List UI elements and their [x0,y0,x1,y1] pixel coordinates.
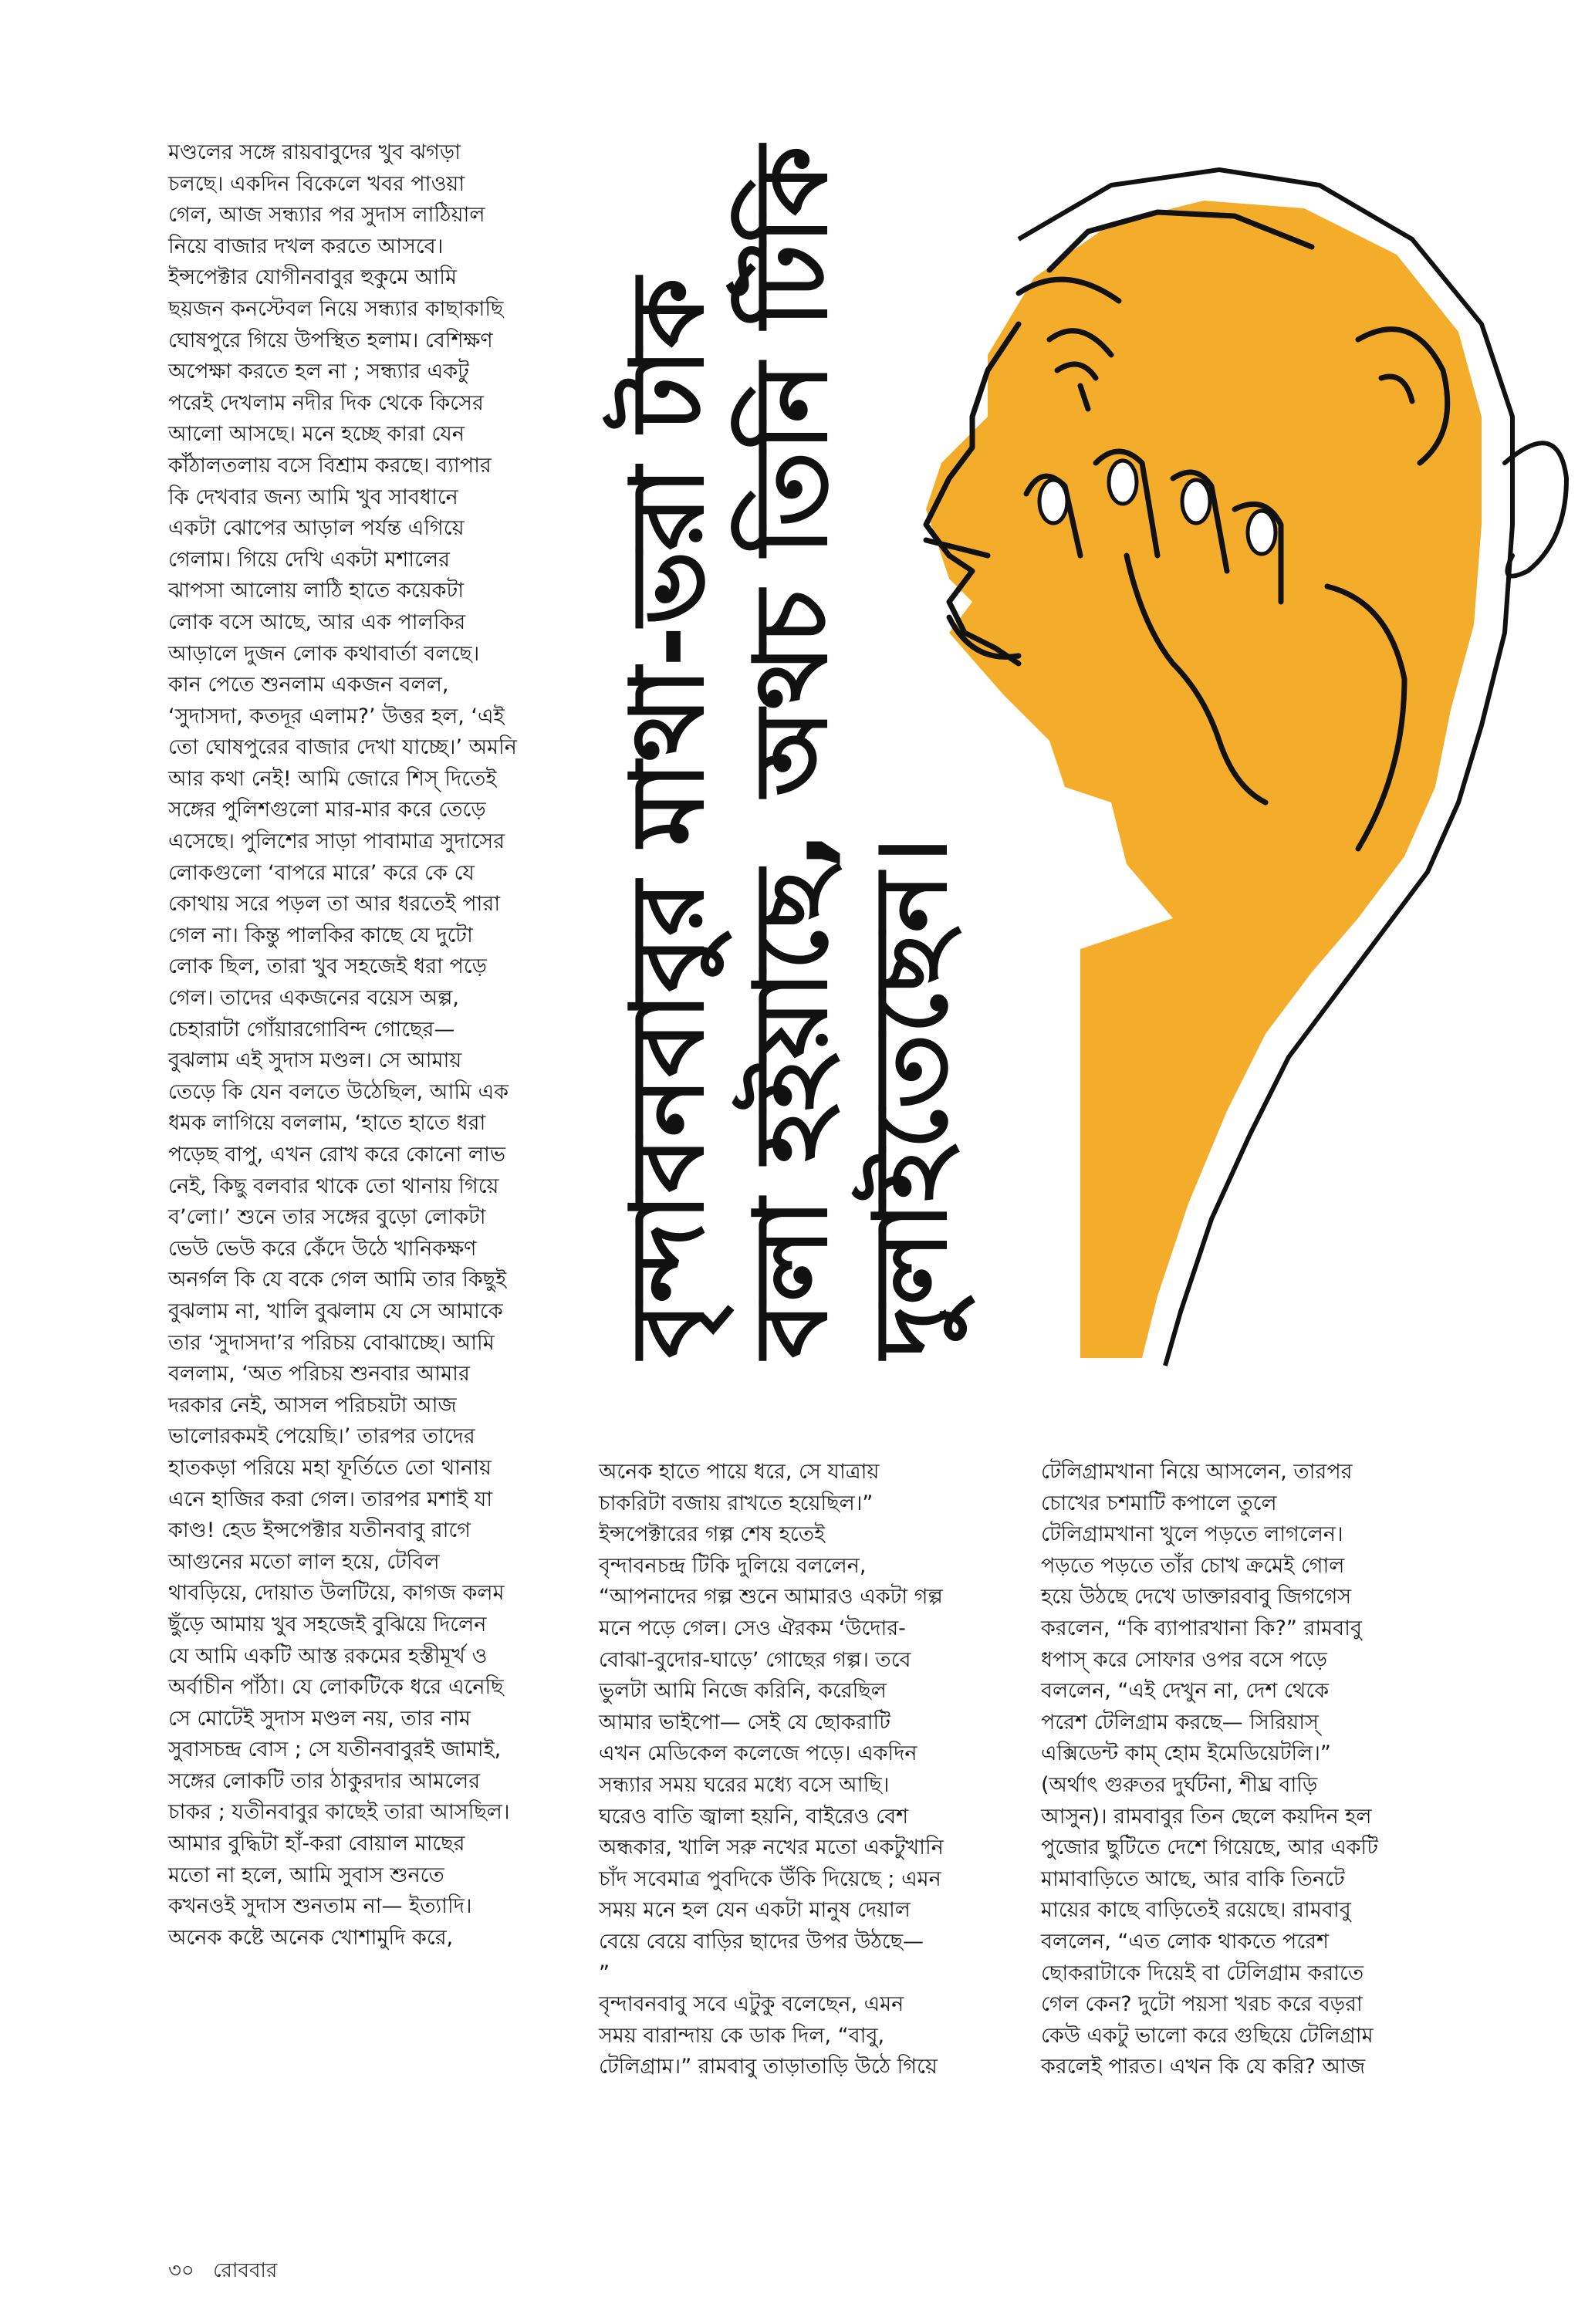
headline-line-2: বলা হইয়াছে, অথচ তিনি টিকি [732,145,850,1358]
page-number: ৩০ [168,2259,194,2282]
body-column-middle: অনেক হাতে পায়ে ধরে, সে যাত্রায় চাকরিটা বজায় রাখতে হয়েছিল।” ইন্সপেক্টারের গল্প শেষ হতেই বৃন্দাবনচন্দ্র টিকি দুলিয়ে বললেন, “আপনাদের গল্প শুনে আমারও একটা গল্প মনে পড়ে গেল। সেও ঐরকম ‘উদোর- বোঝা-বুদোর-ঘাড়ে’ গোছের গল্প। তবে ভুলটা আমি নিজে করিনি, করেছিল আমার ভাইপো— সেই যে ছোকরাটি এখন মেডিকেল কলেজে পড়ে। একদিন সন্ধ্যার সময় ঘরের মধ্যে বসে আছি। ঘরেও বাতি জ্বালা হয়নি, বাইরেও বেশ অন্ধকার, খালি সরু নখের মতো একটুখানি চাঁদ সবেমাত্র পুবদিকে উঁকি দিয়েছে ; এমন সময় মনে হল যেন একটা মানুষ দেয়াল বেয়ে বেয়ে বাড়ির ছাদের উপর উঠছে— ” বৃন্দাবনবাবু সবে এটুকু বলেছেন, এমন সময় বারান্দায় কে ডাক দিল, “বাবু, টেলিগ্রাম।” রামবাবু তাড়াতাড়ি উঠে গিয়ে [599,1460,944,2079]
headline-line-3: দুলাইতেছেন। [852,836,969,1358]
headline-line-1: বৃন্দাবনবাবুর মাথা-ভরা টাক [609,277,726,1358]
illustration-face-fill [926,201,1482,1358]
page-footer [168,2255,289,2289]
body-column-left: মণ্ডলের সঙ্গে রায়বাবুদের খুব ঝগড়া চলছে। একদিন বিকেলে খবর পাওয়া গেল, আজ সন্ধ্যার পর সুদাস লাঠিয়াল নিয়ে বাজার দখল করতে আসবে। ইন্সপেক্টার যোগীনবাবুর হুকুমে আমি ছয়জন কনস্টেবল নিয়ে সন্ধ্যার কাছাকাছি ঘোষপুরে গিয়ে উপস্থিত হলাম। বেশিক্ষণ অপেক্ষা করতে হল না ; সন্ধ্যার একটু পরেই দেখলাম নদীর দিক থেকে কিসের আলো আসছে। মনে হচ্ছে কারা যেন কাঁঠালতলায় বসে বিশ্রাম করছে। ব্যাপার কি দেখবার জন্য আমি খুব সাবধানে একটা ঝোপের আড়াল পর্যন্ত এগিয়ে গেলাম। গিয়ে দেখি একটা মশালের ঝাপসা আলোয় লাঠি হাতে কয়েকটা লোক বসে আছে, আর এক পালকির আড়ালে দুজন লোক কথাবার্তা বলছে। কান পেতে শুনলাম একজন বলল, ‘সুদাসদা, কতদূর এলাম?’ উত্তর হল, ‘এই তো ঘোষপুরের বাজার দেখা যাচ্ছে।’ অমনি আর কথা নেই! আমি জোরে শিস্ দিতেই সঙ্গের পুলিশগুলো মার-মার করে তেড়ে এসেছে। পুলিশের সাড়া পাবামাত্র সুদাসের লোকগুলো ‘বাপরে মারে’ করে কে যে কোথায় সরে পড়ল তা আর ধরতেই পারা গেল না। কিন্তু পালকির কাছে যে দুটো লোক ছিল, তারা খুব সহজেই ধরা পড়ে গেল। তাদের একজনের বয়েস অল্প, চেহারাটা গোঁয়ারগোবিন্দ গোছের— বুঝলাম এই সুদাস মণ্ডল। সে আমায় তেড়ে কি যেন বলতে উঠেছিল, আমি এক ধমক লাগিয়ে বললাম, ‘হাতে হাতে ধরা পড়েছ বাপু, এখন রোখ করে কোনো লাভ নেই, কিছু বলবার থাকে তো থানায় গিয়ে ব’লো।’ শুনে তার সঙ্গের বুড়ো লোকটা ভেউ ভেউ করে কেঁদে উঠে খানিকক্ষণ অনর্গল কি যে বকে গেল আমি তার কিছুই বুঝলাম না, খালি বুঝলাম যে সে আমাকে তার ‘সুদাসদা’র পরিচয় বোঝাচ্ছে। আমি বললাম, ‘অত পরিচয় শুনবার আমার দরকার নেই, আসল পরিচয়টা আজ ভালোরকমই পেয়েছি।’ তারপর তাদের হাতকড়া পরিয়ে মহা ফূর্তিতে তো থানায় এনে হাজির করা গেল। তারপর মশাই যা কাণ্ড! হেড ইন্সপেক্টার যতীনবাবু রাগে আগুনের মতো লাল হয়ে, টেবিল থাবড়িয়ে, দোয়াত উলটিয়ে, কাগজ কলম ছুঁড়ে আমায় খুব সহজেই বুঝিয়ে দিলেন যে আমি একটি আস্ত রকমের হস্তীমূর্খ ও অর্বাচীন পাঁঠা। যে লোকটিকে ধরে এনেছি সে মোটেই সুদাস মণ্ডল নয়, তার নাম সুবাসচন্দ্র বোস ; সে যতীনবাবুরই জামাই, সঙ্গের লোকটি তার ঠাকুরদার আমলের চাকর ; যতীনবাবুর কাছেই তারা আসছিল। আমার বুদ্ধিটা হাঁ-করা বোয়াল মাছের মতো না হলে, আমি সুবাস শুনতে কখনওই সুদাস শুনতাম না— ইত্যাদি। অনেক কষ্টে অনেক খোশামুদি করে, [168,140,517,1950]
body-column-right: টেলিগ্রামখানা নিয়ে আসলেন, তারপর চোখের চশমাটি কপালে তুলে টেলিগ্রামখানা খুলে পড়তে লাগলেন। পড়তে পড়তে তাঁর চোখ ক্রমেই গোল হয়ে উঠছে দেখে ডাক্তারবাবু জিগগেস করলেন, “কি ব্যাপারখানা কি?” রামবাবু ধপাস্ করে সোফার ওপর বসে পড়ে বললেন, “এই দেখুন না, দেশ থেকে পরেশ টেলিগ্রাম করছে— সিরিয়াস্ এক্সিডেন্ট কাম্ হোম ইমেডিয়েটলি।” (অর্থাৎ গুরুতর দুর্ঘটনা, শীঘ্র বাড়ি আসুন)। রামবাবুর তিন ছেলে কয়দিন হল পুজোর ছুটিতে দেশে গিয়েছে, আর একটি মামাবাড়িতে আছে, আর বাকি তিনটে মায়ের কাছে বাড়িতেই রয়েছে। রামবাবু বললেন, “এত লোক থাকতে পরেশ ছোকরাটাকে দিয়েই বা টেলিগ্রাম করাতে গেল কেন? দুটো পয়সা খরচ করে বড়রা কেউ একটু ভালো করে গুছিয়ে টেলিগ্রাম করলেই পারত। এখন কি যে করি? আজ [1041,1460,1378,2079]
magazine-name: রোববার [213,2259,278,2282]
